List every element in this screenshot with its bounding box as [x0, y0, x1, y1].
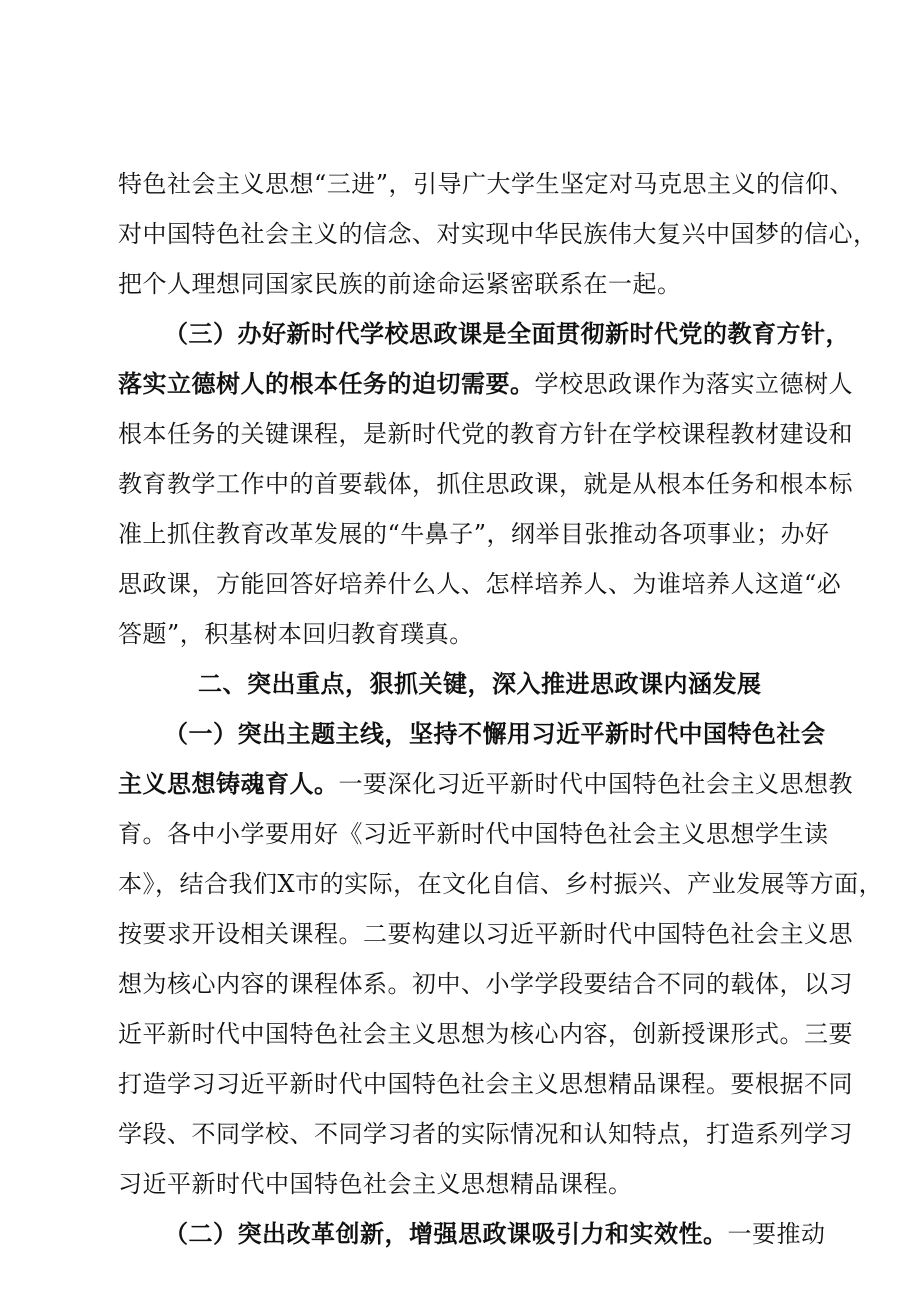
section-heading-text: 二、突出重点，狠抓关键，深入推进思政课内涵发展 [198, 669, 762, 698]
body-text-line [0, 214, 920, 254]
line-text: 准上抓住教育改革发展的“牛鼻子”，纲举目张推动各项事业；办好 [118, 520, 830, 548]
line-text: 习近平新时代中国特色社会主义思想精品课程。 [118, 1170, 633, 1198]
body-text-line [0, 1114, 920, 1154]
subheading-line [0, 714, 920, 754]
section-heading [0, 664, 920, 704]
subheading-bold-text: （一）突出主题主线，坚持不懈用习近平新时代中国特色社会 [164, 719, 826, 748]
body-text-line [0, 1164, 920, 1204]
subheading-bold-text: （三）办好新时代学校思政课是全面贯彻新时代党的教育方针， [164, 319, 850, 348]
line-text: 打造学习习近平新时代中国特色社会主义思想精品课程。要根据不同 [118, 1070, 853, 1098]
line-text: 学校思政课作为落实立德树人 [534, 370, 853, 398]
subheading-bold-text: 落实立德树人的根本任务的迫切需要。 [118, 369, 535, 398]
line-text: 一要深化习近平新时代中国特色社会主义思想教 [338, 770, 853, 798]
line-text: 思政课，方能回答好培养什么人、怎样培养人、为谁培养人这道“必 [118, 570, 842, 598]
subheading-bold-text: （二）突出改革创新，增强思政课吸引力和实效性。 [164, 1219, 728, 1248]
subheading-line [0, 764, 920, 804]
subheading-line [0, 314, 920, 354]
line-text: 教育教学工作中的首要载体，抓住思政课，就是从根本任务和根本标 [118, 470, 853, 498]
line-text: 一要推动 [727, 1220, 826, 1248]
body-text-line [0, 564, 920, 604]
line-text: 按要求开设相关课程。二要构建以习近平新时代中国特色社会主义思 [118, 920, 853, 948]
line-text: 学段、不同学校、不同学习者的实际情况和认知特点，打造系列学习 [118, 1120, 853, 1148]
body-text-line [0, 814, 920, 854]
body-text-line [0, 414, 920, 454]
line-text: 把个人理想同国家民族的前途命运紧密联系在一起。 [118, 270, 682, 298]
body-text-line [0, 164, 920, 204]
line-text: 近平新时代中国特色社会主义思想为核心内容，创新授课形式。三要 [118, 1020, 853, 1048]
line-text: 对中国特色社会主义的信念、对实现中华民族伟大复兴中国梦的信心， [118, 220, 878, 248]
line-text: 答题”，积基树本回归教育璞真。 [118, 620, 474, 648]
line-text: 特色社会主义思想“三进”，引导广大学生坚定对马克思主义的信仰、 [118, 170, 855, 198]
body-text-line [0, 914, 920, 954]
line-text: 根本任务的关键课程，是新时代党的教育方针在学校课程教材建设和 [118, 420, 853, 448]
subheading-line [0, 364, 920, 404]
line-text: 本》，结合我们X市的实际，在文化自信、乡村振兴、产业发展等方面， [118, 870, 884, 898]
line-text: 育。各中小学要用好《习近平新时代中国特色社会主义思想学生读 [118, 820, 829, 848]
subheading-line [0, 1214, 920, 1254]
body-text-line [0, 264, 920, 304]
body-text-line [0, 864, 920, 904]
body-text-line [0, 1064, 920, 1104]
subheading-bold-text: 主义思想铸魂育人。 [118, 769, 339, 798]
body-text-line [0, 614, 920, 654]
line-text: 想为核心内容的课程体系。初中、小学学段要结合不同的载体，以习 [118, 970, 853, 998]
body-text-line [0, 464, 920, 504]
body-text-line [0, 1014, 920, 1054]
body-text-line [0, 964, 920, 1004]
body-text-line [0, 514, 920, 554]
